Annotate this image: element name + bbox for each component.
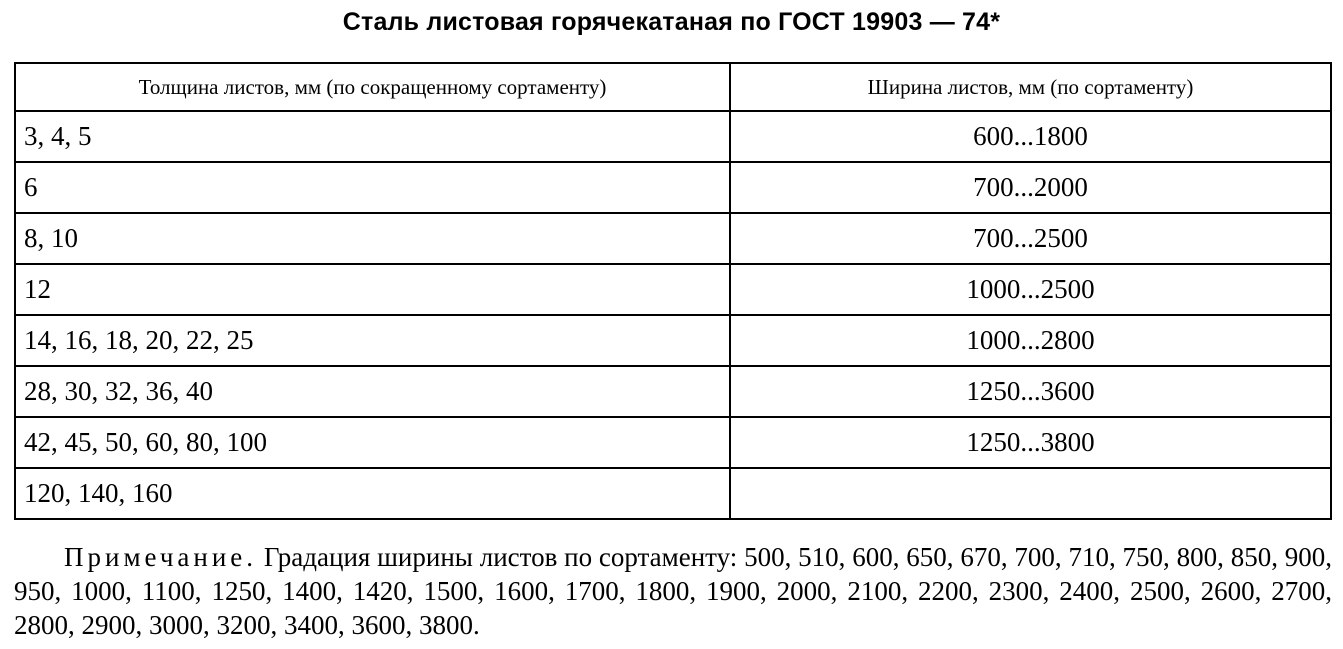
table-row <box>15 213 1331 264</box>
cell-thickness: 12 <box>15 264 730 315</box>
cell-width: 700...2500 <box>730 213 1331 264</box>
cell-width: 1250...3600 <box>730 366 1331 417</box>
note-label: Примечание. <box>64 542 258 572</box>
cell-width: 600...1800 <box>730 111 1331 162</box>
cell-thickness: 42, 45, 50, 60, 80, 100 <box>15 417 730 468</box>
page-title: Сталь листовая горячекатаная по ГОСТ 19903 — 74* <box>342 8 1001 36</box>
cell-thickness: 6 <box>15 162 730 213</box>
table-header-row <box>15 63 1331 111</box>
cell-thickness: 8, 10 <box>15 213 730 264</box>
steel-sheet-table <box>14 62 1332 520</box>
table-row <box>15 366 1331 417</box>
table-row <box>15 315 1331 366</box>
header-thickness: Толщина листов, мм (по сокращенному сортаменту) <box>15 63 730 111</box>
note-text: Градация ширины листов по сортаменту: 500, 510, 600, 650, 670, 700, 710, 750, 800, 850, 900, 950, 1000, 1100, 1250, 1400, 1420, 1500, 1600, 1700, 1800, 1900, 2000, 2100, 2200, 2300, 2400, 2500, 2600, 2700, 2800, 2900, 3000, 3200, 3400, 3600, 3800. <box>14 542 1333 640</box>
cell-width: 1250...3800 <box>730 417 1331 468</box>
header-width: Ширина листов, мм (по сортаменту) <box>730 63 1331 111</box>
cell-thickness: 14, 16, 18, 20, 22, 25 <box>15 315 730 366</box>
table-row <box>15 111 1331 162</box>
cell-width: 700...2000 <box>730 162 1331 213</box>
cell-thickness: 28, 30, 32, 36, 40 <box>15 366 730 417</box>
footnote <box>14 540 1332 642</box>
cell-thickness: 120, 140, 160 <box>15 468 730 519</box>
table-row <box>15 468 1331 519</box>
cell-width <box>730 468 1331 519</box>
cell-thickness: 3, 4, 5 <box>15 111 730 162</box>
table-row <box>15 417 1331 468</box>
cell-width: 1000...2500 <box>730 264 1331 315</box>
table-row <box>15 162 1331 213</box>
table-row <box>15 264 1331 315</box>
cell-width: 1000...2800 <box>730 315 1331 366</box>
